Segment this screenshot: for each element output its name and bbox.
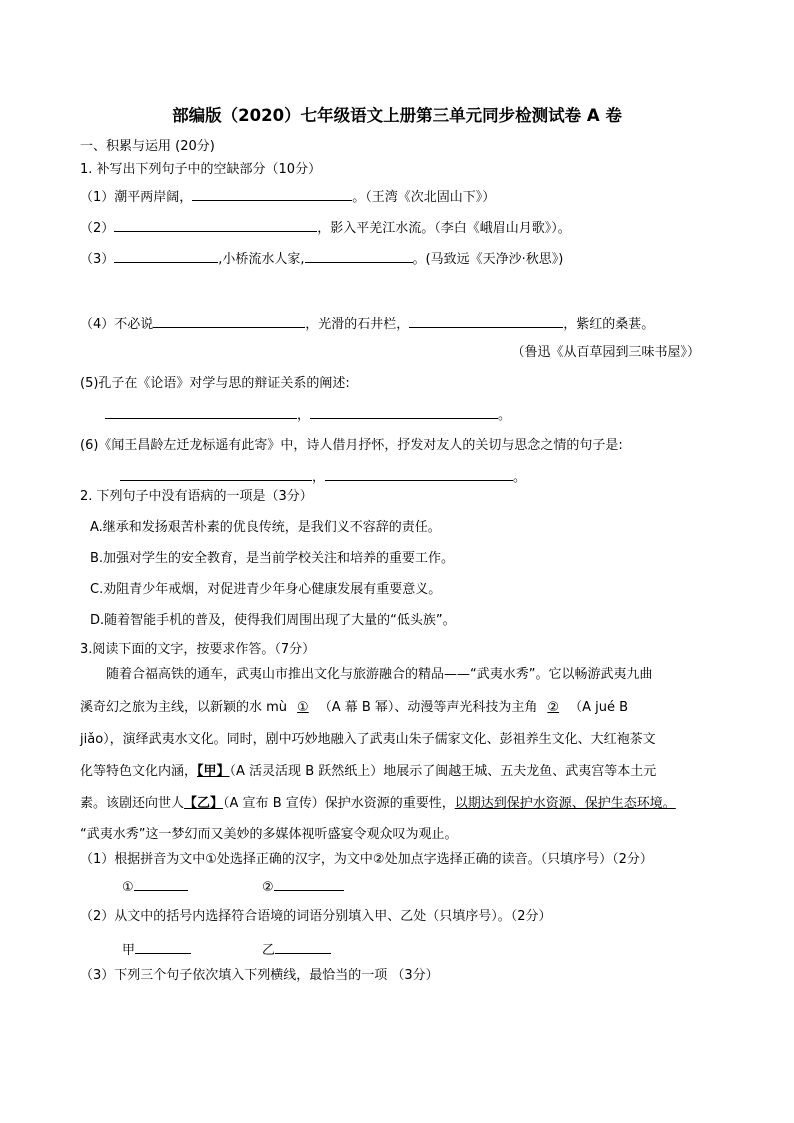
- answer-blank[interactable]: [409, 314, 563, 328]
- q1-item-5-blanks: [105, 405, 511, 424]
- blank-marker-1: ①: [297, 700, 309, 715]
- q2-option-c: C.劝阻青少年戒烟，对促进青少年身心健康发展有重要意义。: [90, 582, 442, 597]
- passage-line-4: [80, 764, 656, 780]
- q1-item-3-source: 。(马致远《天净沙·秋思》): [412, 252, 564, 267]
- q1-item-4-text-b: ，光滑的石井栏，: [305, 317, 410, 332]
- q1-item-3: [80, 249, 563, 268]
- q3-sub-2: （2）从文中的括号内选择符合语境的词语分别填入甲、乙处（只填序号）。（2分）: [80, 909, 552, 924]
- q1-item-4: [80, 314, 654, 333]
- q3-sub-1: （1）根据拼音为文中①处选择正确的汉字，为文中②处加点字选择正确的读音。（只填序号）（2分）: [80, 852, 653, 867]
- comma: ，: [297, 408, 311, 423]
- answer-blank[interactable]: [134, 877, 188, 891]
- q2-option-b: B.加强对学生的安全教育，是当前学校关注和培养的重要工作。: [90, 551, 455, 566]
- q2-option-a: A.继承和发扬艰苦朴素的优良传统，是我们义不容辞的责任。: [90, 520, 441, 535]
- period: 。: [498, 408, 512, 423]
- passage-text: （A 活灵活现 B 跃然纸上）地展示了闽越王城、五夫龙鱼、武夷宫等本土元: [229, 764, 657, 779]
- answer-blank[interactable]: [105, 405, 297, 419]
- section-heading: 一、积累与运用 (20分): [80, 139, 215, 154]
- passage-line-2: [80, 700, 628, 716]
- answer-blank[interactable]: [120, 467, 312, 481]
- q1-item-4-text-a: （4）不必说: [80, 317, 154, 332]
- q1-item-1-source: 。（王湾《次北固山下》）: [352, 190, 496, 205]
- question-2-stem: 2. 下列句子中没有语病的一项是（3分）: [80, 489, 313, 504]
- q1-item-3-text: ,小桥流水人家,: [218, 252, 305, 267]
- passage-text: 溪奇幻之旅为主线，以新颖的水 mù: [80, 700, 288, 715]
- answer-blank[interactable]: [192, 187, 352, 201]
- answer-blank[interactable]: [114, 218, 317, 232]
- blank-marker-2: ②: [547, 700, 560, 715]
- question-1-stem: 1. 补写出下列句子中的空缺部分（10分）: [80, 162, 322, 177]
- answer-blank[interactable]: [305, 249, 413, 263]
- answer-blank[interactable]: [135, 940, 191, 954]
- passage-text: 化等特色文化内涵，: [80, 764, 198, 779]
- q1-item-2-num: （2）: [80, 221, 115, 236]
- answer-label-jia: 甲: [122, 943, 136, 958]
- q1-item-1: [80, 187, 495, 206]
- answer-blank[interactable]: [114, 249, 218, 263]
- passage-line-5: [80, 796, 676, 812]
- answer-blank[interactable]: [325, 467, 513, 481]
- q1-item-3-num: （3）: [80, 252, 115, 267]
- q1-item-6: (6)《闻王昌龄左迁龙标遥有此寄》中，诗人借月抒怀，抒发对友人的关切与思念之情的句子是:: [80, 438, 623, 453]
- passage-line-3: jiǎo），演绎武夷水文化。同时，剧中巧妙地融入了武夷山朱子儒家文化、彭祖养生文化、大红袍茶文: [80, 732, 656, 747]
- blank-marker-yi: 【乙】: [184, 796, 224, 811]
- page-title: 部编版（2020）七年级语文上册第三单元同步检测试卷 A 卷: [172, 106, 622, 125]
- comma: ，: [312, 470, 326, 485]
- passage-line-1: 随着合福高铁的通车，武夷山市推出文化与旅游融合的精品——“武夷水秀”。它以畅游武夷九曲: [106, 667, 653, 682]
- answer-label-2: ②: [262, 880, 274, 895]
- q1-item-1-text: （1）潮平两岸阔，: [80, 190, 193, 205]
- q1-item-2: [80, 218, 571, 237]
- q1-item-2-text: ，影入平羌江水流。（李白《峨眉山月歌》）。: [317, 221, 571, 236]
- passage-text: 素。该剧还向世人: [80, 796, 185, 811]
- q3-sub-3: （3）下列三个句子依次填入下列横线，最恰当的一项 （3分）: [80, 968, 439, 983]
- q1-item-5: (5)孔子在《论语》对学与思的辩证关系的阐述:: [80, 376, 350, 391]
- q2-option-d: D.随着智能手机的普及，使得我们周围出现了大量的“低头族”。: [90, 613, 456, 628]
- q3-sub-1-answers-2: [262, 877, 344, 896]
- passage-line-6: “武夷水秀”这一梦幻而又美妙的多媒体视听盛宴令观众叹为观止。: [80, 827, 458, 842]
- answer-blank[interactable]: [275, 940, 331, 954]
- passage-text: （A jué B: [569, 700, 629, 715]
- question-3-stem: 3.阅读下面的文字，按要求作答。（7分）: [80, 642, 316, 657]
- answer-blank[interactable]: [310, 405, 498, 419]
- answer-label-yi: 乙: [262, 943, 276, 958]
- period: 。: [513, 470, 527, 485]
- passage-text: （A 宣布 B 宣传）保护水资源的重要性，: [223, 796, 455, 811]
- q3-sub-1-answers: [122, 877, 188, 896]
- q3-sub-2-answer-yi: [262, 940, 331, 959]
- q1-item-4-text-c: ，紫红的桑葚。: [563, 317, 655, 332]
- answer-blank[interactable]: [274, 877, 344, 891]
- answer-blank[interactable]: [153, 314, 305, 328]
- blank-marker-jia: 【甲】: [197, 764, 230, 779]
- answer-label-1: ①: [122, 880, 134, 895]
- underlined-sentence: 以期达到保护水资源、保护生态环境。: [454, 796, 676, 811]
- q3-sub-2-answer-jia: [122, 940, 191, 959]
- q1-item-6-blanks: [120, 467, 526, 486]
- q1-item-4-source: （鲁迅《从百草园到三味书屋》）: [511, 345, 700, 360]
- passage-text: （A 幕 B 幂）、动漫等声光科技为主角: [318, 700, 538, 715]
